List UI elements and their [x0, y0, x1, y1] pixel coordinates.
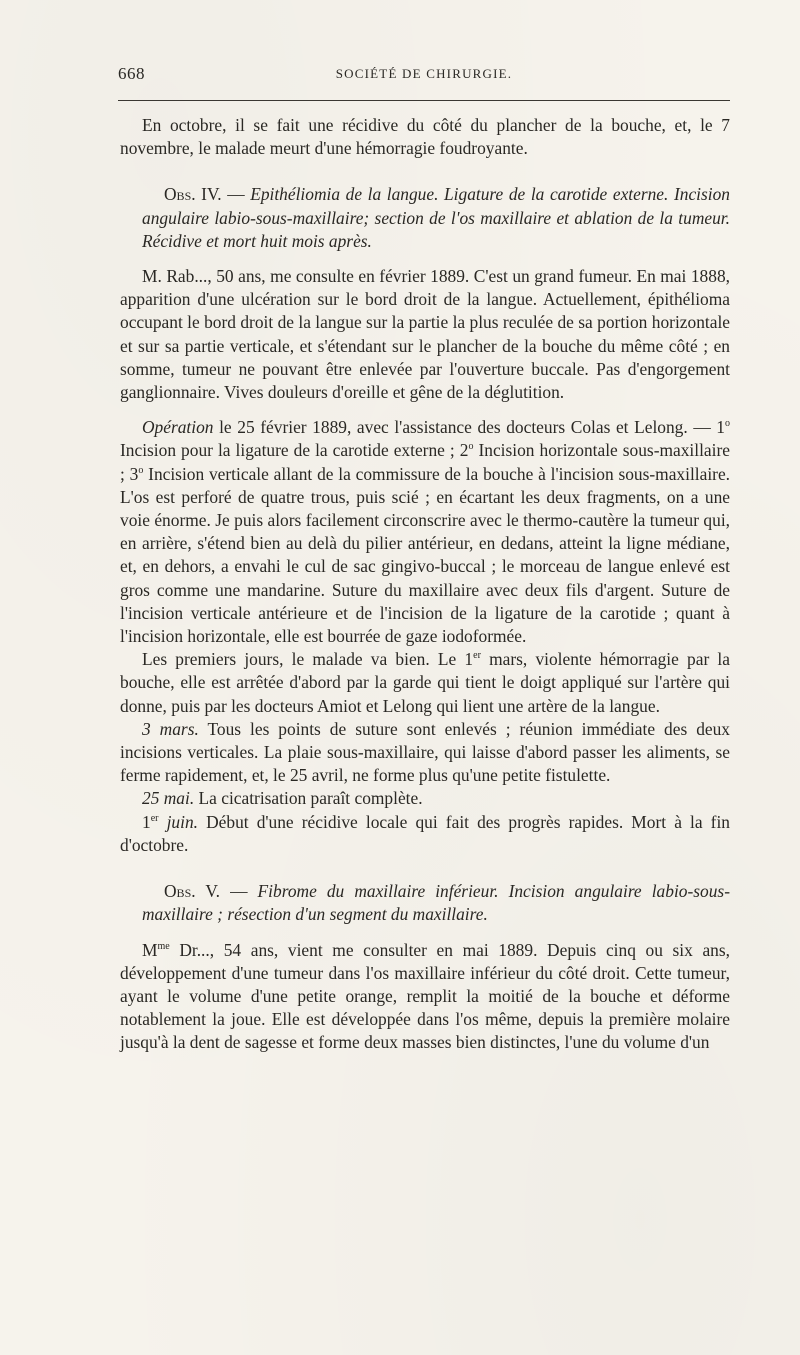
operation-label: Opération: [142, 417, 214, 438]
paragraph-first-days: [120, 648, 730, 718]
text-run: M: [142, 939, 158, 960]
obs-title: Fibrome du maxillaire inférieur. Incision angulaire labio-sous-maxillaire ; résection d'un segment du maxillaire.: [142, 881, 730, 925]
running-title: SOCIÉTÉ DE CHIRURGIE.: [335, 66, 513, 81]
obs-label: Obs. IV. —: [164, 184, 245, 205]
date-label: juin.: [158, 811, 198, 832]
ordinal-superscript: o: [138, 464, 144, 476]
spacer: [120, 927, 730, 939]
paragraph-patient: M. Rab..., 50 ans, me consulte en février 1889. C'est un grand fumeur. En mai 1888, apparition d'une ulcération sur le bord droit de la langue. Actuellement, épithélioma occupant le bord droit de la langue sur la partie la plus reculée de sa portion horizontale et sur sa partie verticale, et s'étendant sur le plancher de la bouche du même côté ; en somme, tumeur ne pouvant être enlevée par l'ouverture buccale. Pas d'engorgement ganglionnaire. Vives douleurs d'oreille et gêne de la déglutition.: [120, 266, 730, 403]
page-header: [118, 64, 730, 94]
date-label: 3 mars.: [142, 718, 199, 739]
spacer: [120, 404, 730, 416]
text-run: La cicatrisation paraît complète.: [194, 788, 423, 809]
text-run: Incision horizontale sous-maxillaire ; 3: [120, 440, 730, 484]
ordinal-superscript: er: [473, 650, 481, 662]
text-run: le 25 février 1889, avec l'assistance des docteurs Colas et Lelong. — 1: [213, 417, 725, 438]
obs-label: Obs. V. —: [164, 881, 248, 902]
header-rule: [118, 100, 730, 101]
paragraph-1er-juin: [120, 811, 730, 857]
ordinal-superscript: er: [150, 812, 159, 824]
paragraph-25-mai: [120, 787, 730, 810]
text-run: Début d'une récidive locale qui fait des progrès rapides. Mort à la fin d'octobre.: [120, 811, 730, 855]
observation-4-heading: [120, 183, 730, 253]
paragraph-patient-mme: [120, 939, 730, 1055]
spacer: [120, 253, 730, 265]
title-superscript: me: [157, 940, 170, 952]
paragraph-3-mars: [120, 718, 730, 788]
text-run: mars, violente hémorragie par la bouche, elle est arrêtée d'abord par la garde qui tient le doigt appliqué sur l'artère qui donne, puis par les docteurs Amiot et Lelong qui lient une artère de la langue.: [120, 649, 730, 716]
obs-title: Epithéliomia de la langue. Ligature de la carotide externe. Incision angulaire labio-sous-maxillaire; section de l'os maxillaire et ablation de la tumeur. Récidive et mort huit mois après.: [142, 184, 730, 251]
date-label: 25 mai.: [142, 788, 195, 809]
date-number: 1: [142, 811, 151, 832]
article-body: [120, 114, 730, 1055]
paragraph-recidive: En octobre, il se fait une récidive du côté du plancher de la bouche, et, le 7 novembre, le malade meurt d'une hémorragie foudroyante.: [120, 115, 730, 159]
ordinal-superscript: o: [725, 418, 730, 430]
paragraph-operation: [120, 416, 730, 648]
ordinal-superscript: o: [468, 441, 474, 453]
spacer: [120, 160, 730, 183]
text-run: Incision verticale allant de la commissure de la bouche à l'incision sous-maxillaire. L'os est perforé de quatre trous, puis scié ; en écartant les deux fragments, on a une voie énorme. Je puis alors facilement circonscrire avec le thermo-cautère la tumeur qui, en arrière, s'étend bien au delà du pilier antérieur, en dedans, atteint la ligne médiane, et, en dehors, a envahi le cul de sac gingivo-buccal ; le morceau de langue enlevé est gros comme une mandarine. Suture du maxillaire avec deux fils d'argent. Suture de l'incision verticale antérieure et de l'incision de la ligature de la carotide ; quant à l'incision horizontale, elle est bourrée de gaze iodoformée.: [120, 463, 731, 647]
page-number: 668: [118, 64, 145, 83]
spacer: [120, 857, 730, 880]
text-run: Dr..., 54 ans, vient me consulter en mai 1889. Depuis cinq ou six ans, développement d'une tumeur dans l'os maxillaire inférieur du côté droit. Cette tumeur, ayant le volume d'une petite orange, remplit la moitié de la bouche et déforme notablement la joue. Elle est développée dans l'os même, depuis la première molaire jusqu'à la dent de sagesse et forme deux masses bien distinctes, l'une du volume d'un: [120, 939, 730, 1053]
text-run: Les premiers jours, le malade va bien. Le 1: [142, 649, 474, 670]
text-run: Incision pour la ligature de la carotide externe ; 2: [120, 440, 469, 461]
text-run: Tous les points de suture sont enlevés ; réunion immédiate des deux incisions verticales. La plaie sous-maxillaire, qui laisse d'abord passer les aliments, se ferme rapidement, et, le 25 avril, ne forme plus qu'une petite fistulette.: [120, 718, 730, 786]
observation-5-heading: [120, 880, 730, 926]
